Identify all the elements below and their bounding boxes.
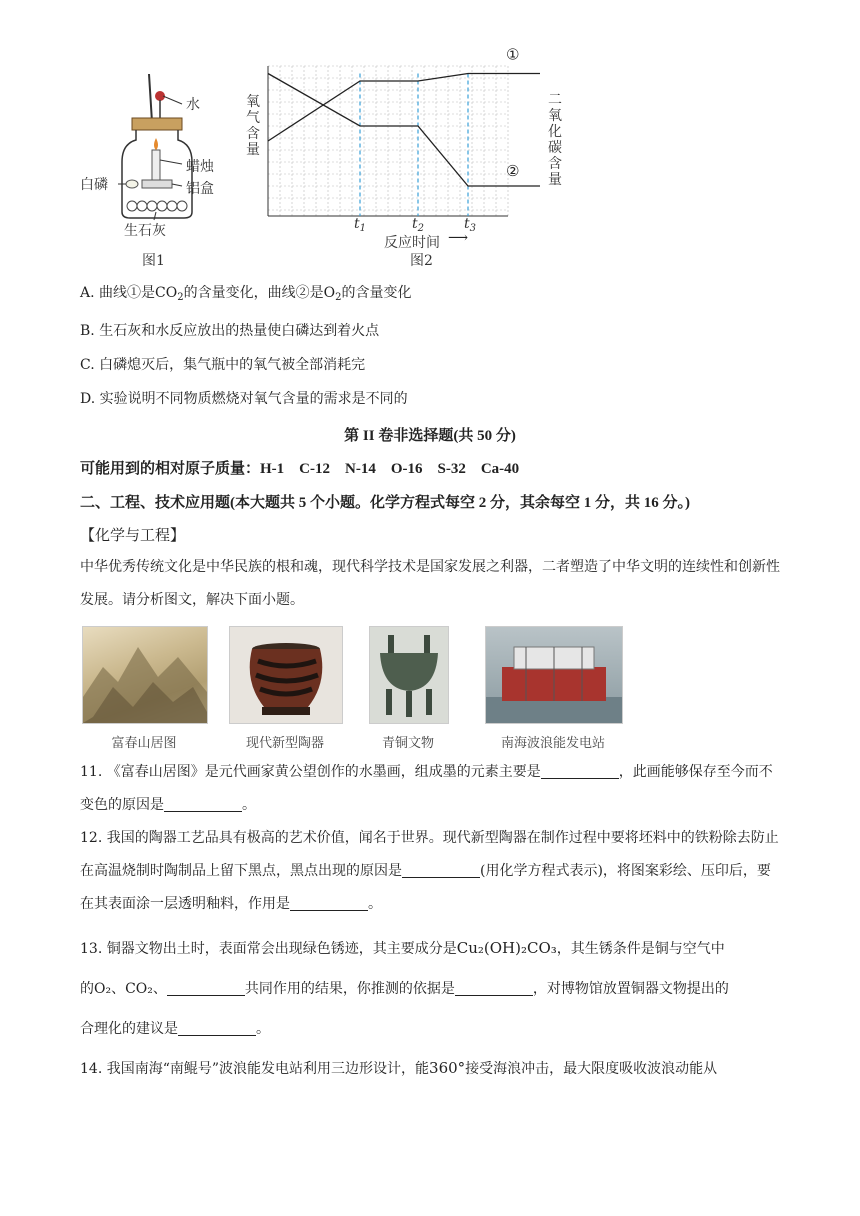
answer-blank[interactable]: [541, 764, 619, 779]
option-a: A. 曲线①是$CO_2$的含量变化，曲线②是$O_2$的含量变化: [80, 285, 412, 303]
malachite-formula: Cu₂(OH)₂CO₃: [456, 939, 557, 957]
caption-pottery: 现代新型陶器: [245, 736, 324, 751]
caption-bronze: 青铜文物: [381, 736, 434, 751]
figure-1-caption: 图1: [142, 253, 165, 269]
answer-blank[interactable]: [455, 981, 533, 996]
bronze-vessel-icon: [370, 627, 448, 723]
water-label: 水: [186, 97, 200, 113]
bronze-ding-image: [369, 626, 449, 724]
option-c: C. 白磷熄灭后，集气瓶中的氧气被全部消耗完: [80, 357, 366, 373]
question-14: 14. 我国南海“南鲲号”波浪能发电站利用三边形设计，能360°接受海浪冲击，最大限度吸收波浪动能从: [80, 1059, 718, 1077]
caption-painting: 富春山居图: [111, 736, 177, 751]
mountain-icon: [83, 627, 207, 723]
caption-power-station: 南海波浪能发电站: [500, 736, 605, 751]
al-box-label: 铝盒: [186, 181, 214, 197]
topic-label: 【化学与工程】: [80, 526, 186, 544]
figure-2-caption: 图2: [410, 253, 433, 269]
t3-label: $t_3$: [464, 216, 477, 234]
landscape-painting-image: [82, 626, 208, 724]
chart-svg: [268, 45, 540, 216]
option-b: B. 生石灰和水反应放出的热量使白磷达到着火点: [80, 323, 380, 339]
answer-blank[interactable]: [402, 863, 480, 878]
answer-blank[interactable]: [164, 797, 242, 812]
section-title: 第 II 卷非选择题(共 50 分): [344, 428, 516, 444]
pottery-image: [229, 626, 343, 724]
x-axis-label: 反应时间: [384, 235, 440, 251]
answer-blank[interactable]: [167, 981, 245, 996]
y-left-label: 氧气含量: [246, 94, 260, 158]
section-heading: 二、工程、技术应用题(本大题共 5 个小题。化学方程式每空 2 分，其余每空 1 分，共 16 分。): [80, 495, 690, 511]
question-12: 12. 我国的陶器工艺品具有极高的艺术价值，闻名于世界。现代新型陶器在制作过程中要将坯料中的铁粉除去防止在高温烧制时陶制品上留下黑点，黑点出现的原因是 (用化学方程式表示)，将图案彩绘、压印后，要在其表面涂一层透明釉料，作用是 。: [80, 830, 779, 912]
figure-1: [70, 62, 230, 272]
x-arrow-icon: ⟶: [448, 230, 469, 246]
t1-label: $t_1$: [354, 216, 367, 234]
platform-icon: [486, 627, 622, 723]
atomic-mass-line: 可能用到的相对原子质量：H-1 C-12 N-14 O-16 S-32 Ca-40: [80, 461, 520, 477]
pottery-icon: [230, 627, 342, 723]
y-right-label: 二氧化碳含量: [548, 92, 562, 188]
curve-label-2: ②: [506, 162, 520, 180]
candle-label: 蜡烛: [186, 159, 214, 175]
question-11: 11. 《富春山居图》是元代画家黄公望创作的水墨画，组成墨的元素主要是 ，此画能够保存至今而不变色的原因是 。: [80, 764, 773, 813]
curve-label-1: ①: [506, 45, 520, 64]
answer-blank[interactable]: [178, 1021, 256, 1036]
t2-label: $t_2$: [412, 216, 425, 234]
intro-paragraph: 中华优秀传统文化是中华民族的根和魂，现代科学技术是国家发展之利器，二者塑造了中华文明的连续性和创新性发展。请分析图文，解决下面小题。: [80, 559, 780, 608]
answer-blank[interactable]: [290, 896, 368, 911]
quicklime-label: 生石灰: [124, 223, 166, 239]
white-phosphorus-label: 白磷: [80, 177, 108, 193]
wave-power-station-image: [485, 626, 623, 724]
question-13: 13. 铜器文物出土时，表面常会出现绿色锈迹，其主要成分是Cu₂(OH)₂CO₃，其生锈条件是铜与空气中 的O₂、CO₂、 共同作用的结果，你推测的依据是 ，对博物馆放置铜器文物提出的 合理化的建议是 。: [80, 939, 729, 1037]
option-d: D. 实验说明不同物质燃烧对氧气含量的需求是不同的: [80, 391, 408, 407]
figure-2: [240, 45, 580, 272]
